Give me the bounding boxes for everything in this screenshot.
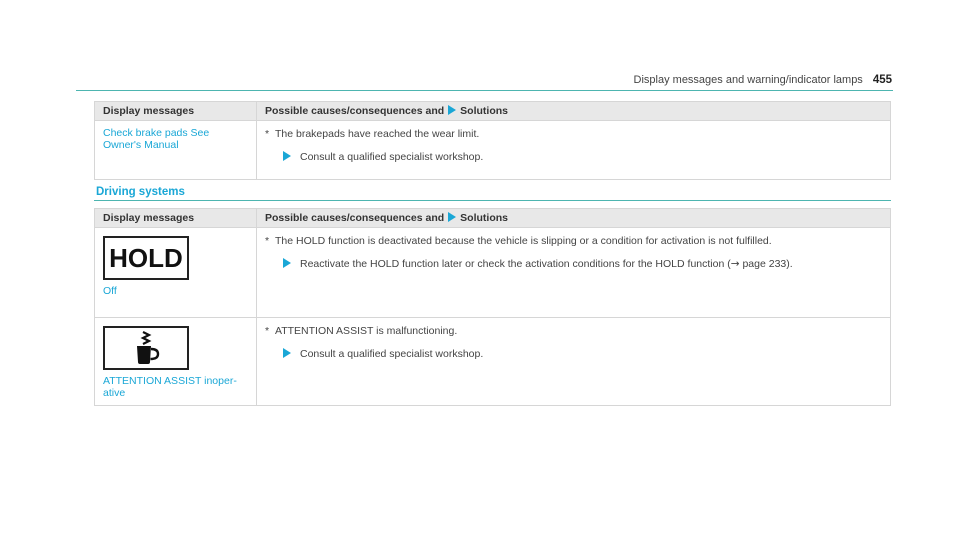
col-header-causes [257, 102, 891, 121]
coffee-cup-icon [103, 326, 189, 370]
cause-cell [257, 318, 891, 406]
page-reference-link[interactable]: page 233 [742, 258, 787, 270]
solution-label: Consult a qualified specialist workshop. [300, 348, 484, 360]
coffee-cup-icon-graphic [126, 329, 166, 367]
solution-arrow-icon [283, 348, 291, 358]
cause-cell [257, 228, 891, 318]
col-header-solutions-label: Solutions [460, 105, 509, 117]
solution-step [265, 150, 882, 164]
asterisk-marker: * [265, 128, 270, 140]
col-header-display-messages: Display messages [95, 209, 257, 228]
solution-arrow-icon [283, 151, 291, 161]
section-title: Driving systems [96, 186, 185, 198]
cause-label: The HOLD function is deactivated because the vehicle is slipping or a condition for activation is not fulfilled. [275, 235, 772, 247]
cause-text [265, 324, 882, 338]
page-ref-arrow-icon: → [730, 258, 740, 270]
col-header-causes [257, 209, 891, 228]
table-row [95, 121, 891, 180]
cause-label: The brakepads have reached the wear limit. [275, 128, 480, 140]
solution-label: Consult a qualified specialist workshop. [300, 151, 484, 163]
header-rule [76, 90, 893, 91]
message-cell [95, 228, 257, 318]
table-row [95, 318, 891, 406]
display-message-line1: Check brake pads See [103, 127, 210, 139]
table-row [95, 228, 891, 318]
cause-cell [257, 121, 891, 180]
solution-suffix: ). [786, 258, 793, 270]
table-header-row [95, 209, 891, 228]
solution-label: Reactivate the HOLD function later or check the activation conditions for the HOLD function ( [300, 258, 731, 270]
driving-systems-table [94, 208, 891, 406]
display-message-line1: Off [103, 285, 117, 297]
solution-step [265, 347, 882, 361]
asterisk-marker: * [265, 325, 270, 337]
page-header-title: Display messages and warning/indicator lamps [633, 74, 863, 86]
table-header-row [95, 102, 891, 121]
cause-text [265, 234, 882, 248]
col-header-causes-label: Possible causes/consequences and [265, 212, 445, 224]
brake-messages-table [94, 101, 891, 180]
col-header-display-messages: Display messages [95, 102, 257, 121]
message-cell [95, 121, 257, 180]
solution-arrow-icon [283, 258, 291, 268]
cause-label: ATTENTION ASSIST is malfunctioning. [275, 325, 458, 337]
asterisk-marker: * [265, 235, 270, 247]
page-number: 455 [872, 74, 892, 86]
cause-text [265, 127, 882, 141]
hold-icon-label: HOLD [109, 242, 183, 273]
display-message-line1: ATTENTION ASSIST inoper- [103, 375, 237, 387]
message-cell [95, 318, 257, 406]
display-message-line2: Owner's Manual [103, 139, 179, 151]
page-header [634, 74, 892, 86]
solution-arrow-icon [448, 212, 456, 222]
col-header-causes-label: Possible causes/consequences and [265, 105, 445, 117]
display-message-line2: ative [103, 387, 126, 399]
solution-arrow-icon [448, 105, 456, 115]
section-rule [94, 200, 891, 201]
hold-icon [103, 236, 189, 280]
solution-step [265, 257, 882, 271]
col-header-solutions-label: Solutions [460, 212, 509, 224]
